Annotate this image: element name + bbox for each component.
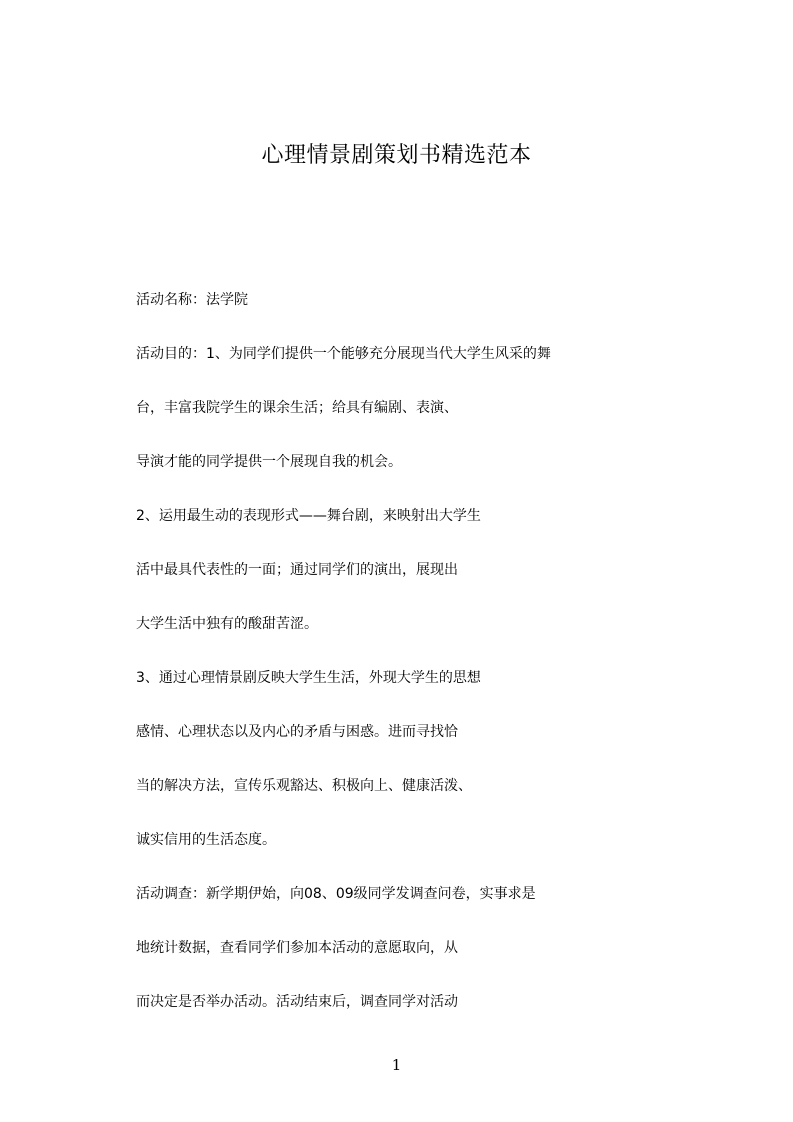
text-line: 活中最具代表性的一面；通过同学们的演出，展现出 — [136, 562, 458, 578]
text-line: 感情、心理状态以及内心的矛盾与困惑。进而寻找恰 — [136, 724, 458, 740]
text-line-activity-name: 活动名称：法学院 — [136, 292, 248, 308]
text-line-activity-survey: 活动调查：新学期伊始，向08、09级同学发调查问卷，实事求是 — [136, 886, 536, 902]
text-line: 2、运用最生动的表现形式——舞台剧，来映射出大学生 — [136, 508, 481, 524]
text-line: 导演才能的同学提供一个展现自我的机会。 — [136, 454, 402, 470]
text-line: 诚实信用的生活态度。 — [136, 832, 276, 848]
page-number: 1 — [391, 1056, 402, 1074]
text-line: 而决定是否举办活动。活动结束后，调查同学对活动 — [136, 994, 458, 1010]
text-line: 台，丰富我院学生的课余生活；给具有编剧、表演、 — [136, 400, 458, 416]
text-line-activity-purpose: 活动目的：1、为同学们提供一个能够充分展现当代大学生风采的舞 — [136, 346, 551, 362]
text-line: 地统计数据，查看同学们参加本活动的意愿取向，从 — [136, 940, 458, 956]
text-line: 大学生活中独有的酸甜苦涩。 — [136, 616, 318, 632]
text-line: 当的解决方法，宣传乐观豁达、积极向上、健康活泼、 — [136, 778, 472, 794]
text-line: 3、通过心理情景剧反映大学生生活，外现大学生的思想 — [136, 670, 481, 686]
document-title: 心理情景剧策划书精选范本 — [261, 143, 532, 168]
